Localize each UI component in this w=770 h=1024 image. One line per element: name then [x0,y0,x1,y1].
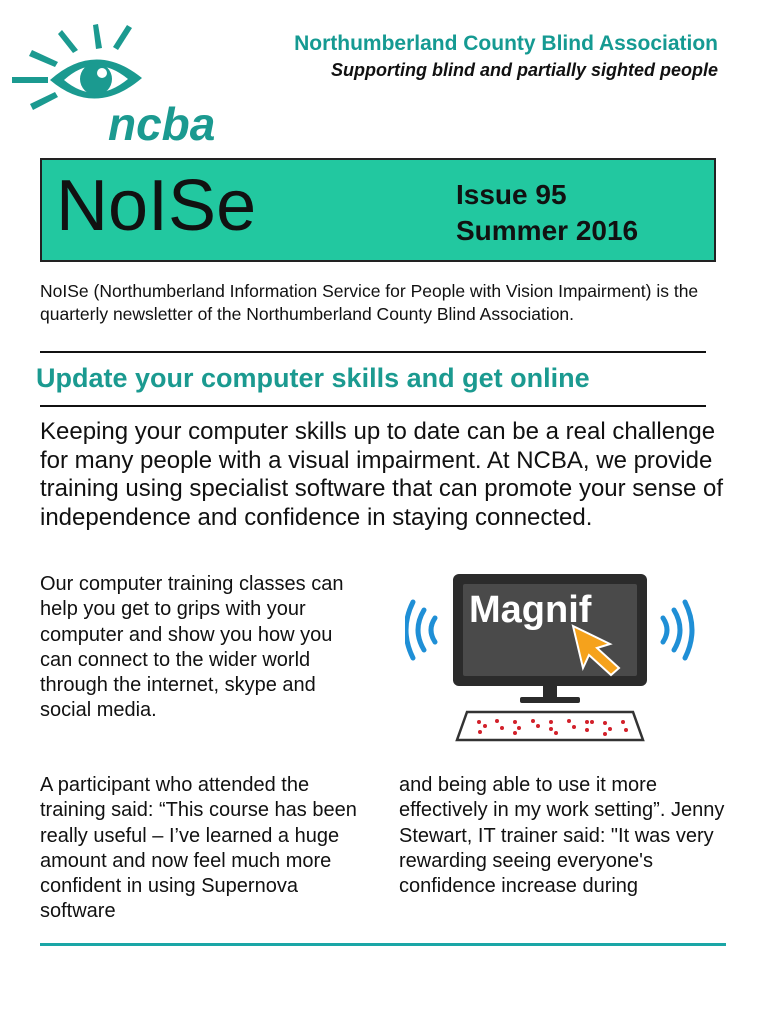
tagline: Supporting blind and partially sighted people [330,60,718,80]
logo-wordmark: ncba [108,98,216,147]
article-paragraph-3: and being able to use it more effectively in my work setting”. Jenny Stewart, IT trainer said: "It was very rewarding seeing everyone's confidence increase during [399,774,725,898]
article-paragraph-2: A participant who attended the training said: “This course has been really useful – I’ve learned a huge amount and now feel much more confident in using Supernova software [40,774,357,923]
divider-headline [40,405,706,407]
magnifier-computer-illustration [405,572,695,747]
divider-top [40,351,706,353]
article-headline: Update your computer skills and get online [36,363,590,393]
issue-season: Summer 2016 [456,215,639,246]
article-lead: Keeping your computer skills up to date can be a real challenge for many people with a visual impairment. At NCBA, we provide training using specialist software that can promote your sense of independence and confidence in staying connected. [40,418,724,531]
newsletter-title: NoISe [56,166,257,246]
newsletter-masthead [40,158,716,262]
organisation-name: Northumberland County Blind Association [294,32,718,55]
article-paragraph-1: Our computer training classes can help you get to grips with your computer and show you how you can connect to the wider world through the internet, skype and social media. [40,573,344,722]
sound-waves-right-icon [663,602,692,658]
magnif-screen-text: Magnif [469,589,592,631]
sound-waves-left-icon [406,602,435,658]
newsletter-intro: NoISe (Northumberland Information Service for People with Vision Impairment) is the quarterly newsletter of the Northumberland County Blind Association. [40,281,699,324]
issue-number: Issue 95 [456,179,567,210]
divider-bottom [40,943,726,946]
ncba-logo [10,22,235,147]
